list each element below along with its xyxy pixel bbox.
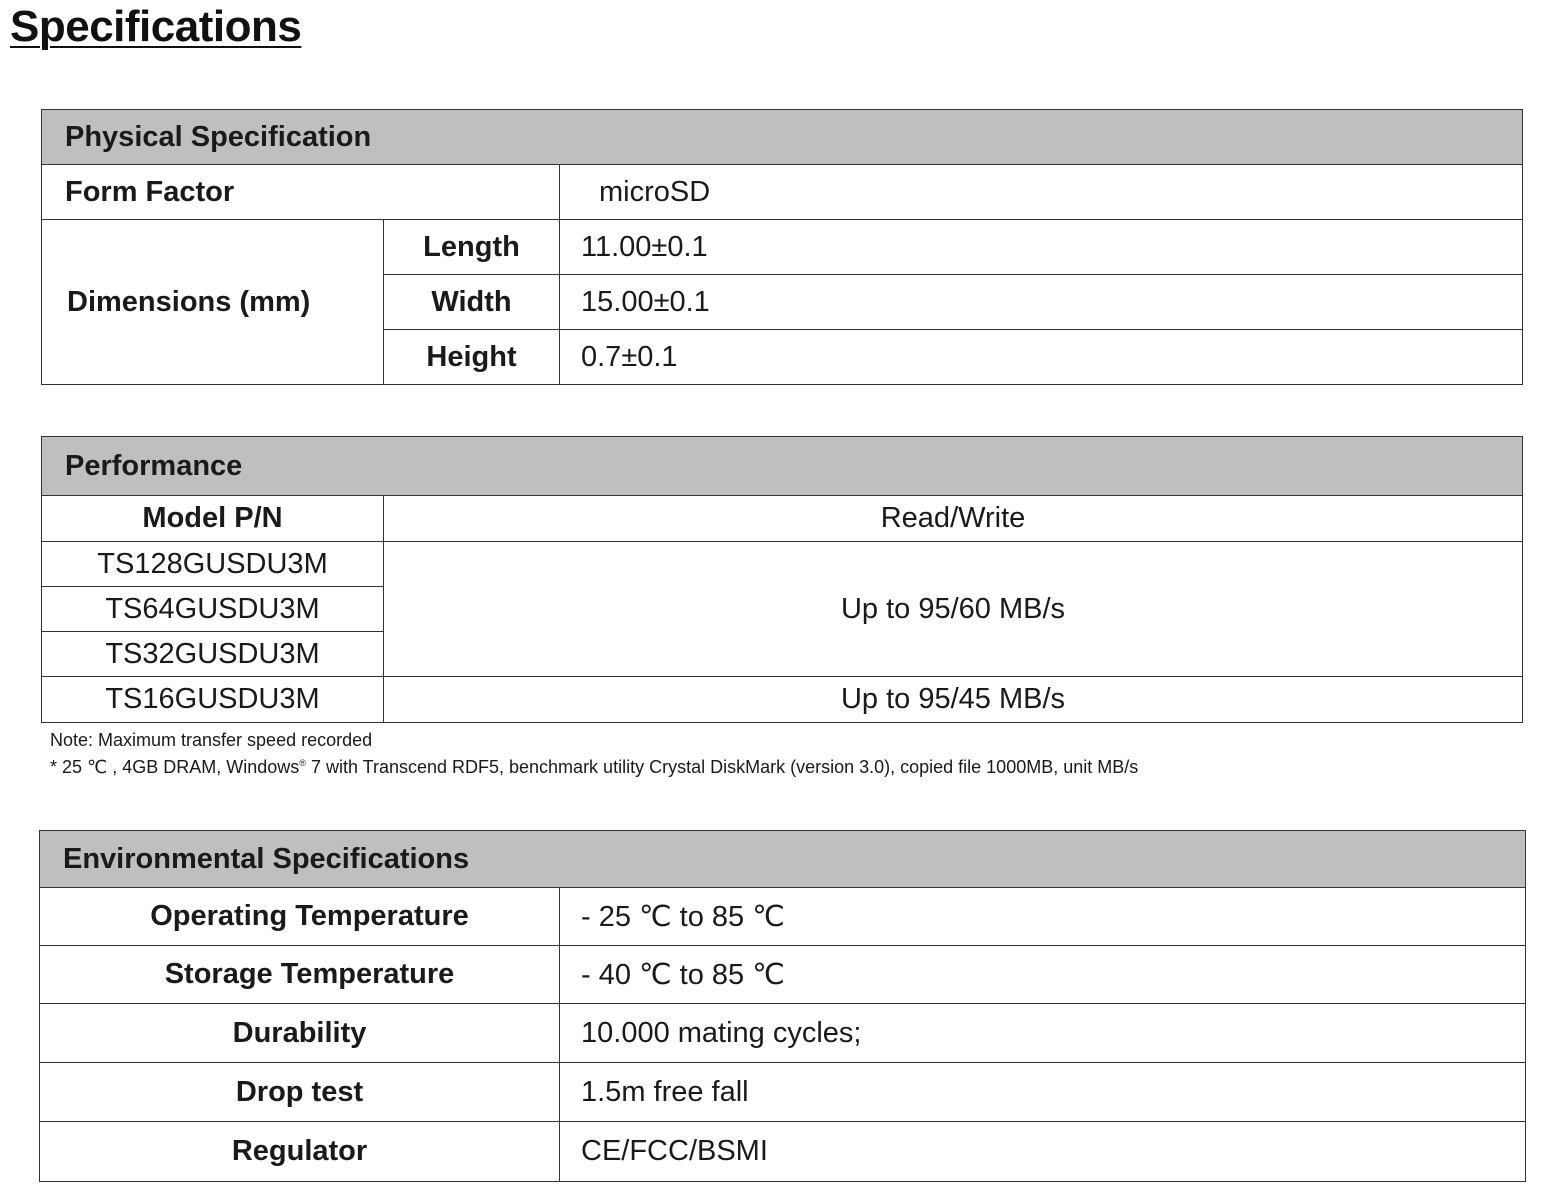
dimensions-label: Dimensions (mm)	[42, 220, 384, 385]
table-row	[42, 542, 1523, 587]
performance-notes	[50, 727, 1138, 781]
table-row	[40, 1004, 1526, 1063]
width-value: 15.00±0.1	[560, 275, 1523, 330]
model-pn-header: Model P/N	[42, 496, 384, 542]
performance-header-row	[42, 437, 1523, 496]
form-factor-row	[42, 165, 1523, 220]
model-ts128: TS128GUSDU3M	[42, 542, 384, 587]
table-row	[42, 677, 1523, 723]
operating-temp-value: - 25 ℃ to 85 ℃	[560, 888, 1526, 946]
model-ts32: TS32GUSDU3M	[42, 632, 384, 677]
operating-temp-label: Operating Temperature	[40, 888, 560, 946]
model-ts16: TS16GUSDU3M	[42, 677, 384, 723]
physical-header-row	[42, 110, 1523, 165]
table-row	[40, 1063, 1526, 1122]
storage-temp-label: Storage Temperature	[40, 946, 560, 1004]
note-line-2	[50, 754, 1138, 781]
environmental-header-row	[40, 831, 1526, 888]
performance-heading: Performance	[42, 437, 1523, 496]
performance-table	[41, 436, 1523, 723]
physical-spec-table	[41, 109, 1523, 385]
page-title: Specifications	[10, 2, 302, 51]
physical-heading: Physical Specification	[42, 110, 1523, 165]
table-row	[40, 1122, 1526, 1182]
drop-test-label: Drop test	[40, 1063, 560, 1122]
table-row	[40, 946, 1526, 1004]
durability-label: Durability	[40, 1004, 560, 1063]
durability-value: 10.000 mating cycles;	[560, 1004, 1526, 1063]
drop-test-value: 1.5m free fall	[560, 1063, 1526, 1122]
speed-group-2: Up to 95/45 MB/s	[384, 677, 1523, 723]
length-label: Length	[384, 220, 560, 275]
regulator-value: CE/FCC/BSMI	[560, 1122, 1526, 1182]
height-value: 0.7±0.1	[560, 330, 1523, 385]
environmental-spec-table	[39, 830, 1526, 1182]
length-value: 11.00±0.1	[560, 220, 1523, 275]
registered-mark: ®	[299, 758, 306, 768]
storage-temp-value: - 40 ℃ to 85 ℃	[560, 946, 1526, 1004]
note-line-2-end: 7 with Transcend RDF5, benchmark utility Crystal DiskMark (version 3.0), copied file 1000MB, unit MB/s	[305, 757, 1139, 777]
height-label: Height	[384, 330, 560, 385]
form-factor-label: Form Factor	[42, 165, 560, 220]
form-factor-value: microSD	[560, 165, 1523, 220]
table-row	[40, 888, 1526, 946]
width-label: Width	[384, 275, 560, 330]
model-ts64: TS64GUSDU3M	[42, 587, 384, 632]
note-line-2-start: * 25 ℃ , 4GB DRAM, Windows	[50, 757, 300, 777]
speed-group-1: Up to 95/60 MB/s	[384, 542, 1523, 677]
environmental-heading: Environmental Specifications	[40, 831, 1526, 888]
read-write-header: Read/Write	[384, 496, 1523, 542]
performance-column-row	[42, 496, 1523, 542]
dimension-row-length	[42, 220, 1523, 275]
note-line-1: Note: Maximum transfer speed recorded	[50, 730, 373, 750]
regulator-label: Regulator	[40, 1122, 560, 1182]
